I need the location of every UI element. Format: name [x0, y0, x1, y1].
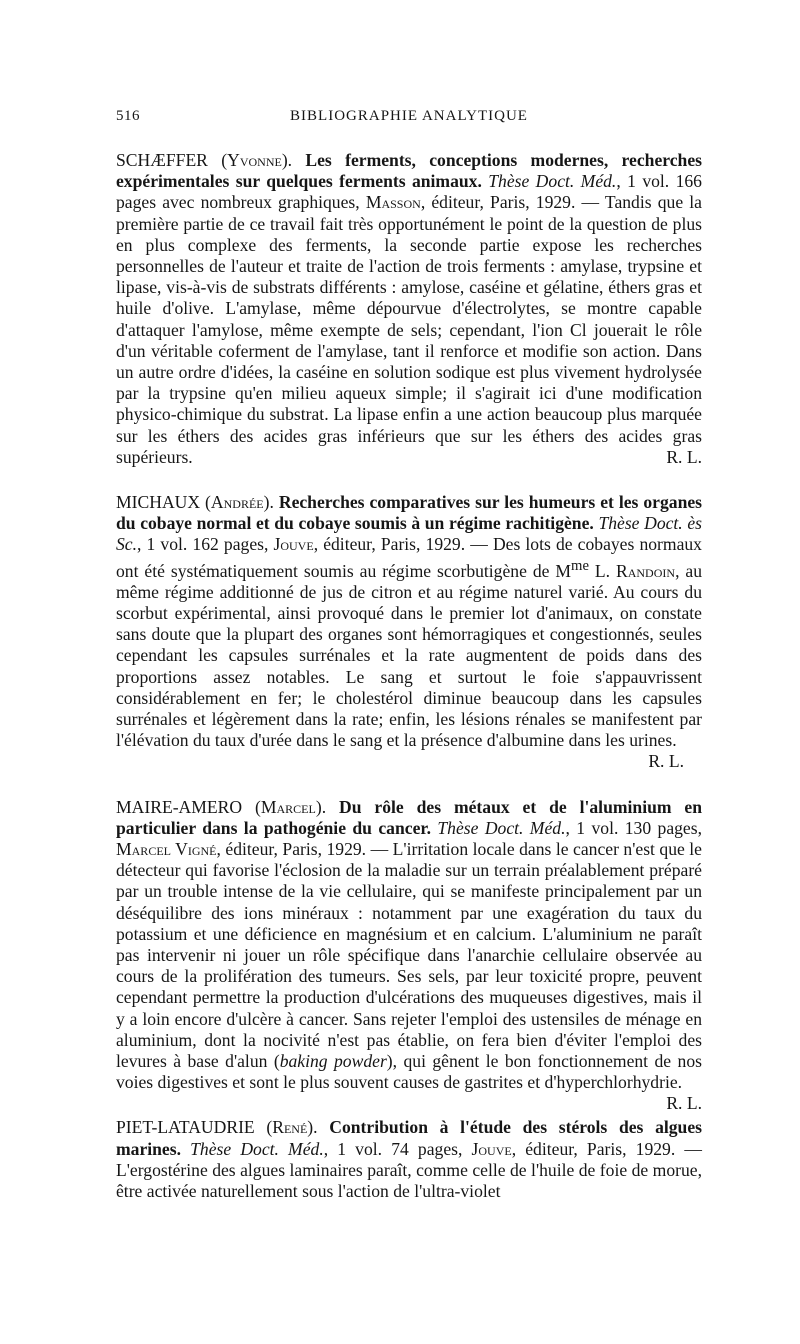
entry-publication-end: , éditeur, Paris, 1929. — [511, 1138, 702, 1159]
entry-schaeffer: SCHÆFFER (Yvonne). Les ferments, conceptions modernes, recherches expérimentales sur quelques ferments animaux. Thèse Doct. Méd., 1 vol. 166 pages avec nombreux graphiques, Masson, éditeur, Paris, 1929. — Tandis que la première partie de ce travail fait très opportunément le point de la question de plus en plus complexe des ferments, la seconde partie expose les recherches personnelles de l'auteur et traite de l'action de trois ferments : amylase, trypsine et lipase, vis-à-vis de substrats différents : amylose, caséine et gélatine, éthers gras et huile d'olive. L'amylase, même dépourvue d'électrolytes, se montre capable d'attaquer l'amylose, même exempte de sels; cependant, l'ion Cl jouerait le rôle d'un véritable coferment de l'amylase, tant il renforce et modifie son action. Dans un autre ordre d'idées, la caséine en solution sodique est plus vivement hydrolysée par la trypsine qu'en milieu aqueux simple; il s'agirait ici d'une modification physico-chimique du substrat. La lipase enfin a une action beaucoup plus marquée sur les éthers des acides gras inférieurs que sur les éthers des acides gras supérieurs. R. L. [116, 150, 702, 467]
entry-title: Du rôle des métaux et de l'aluminium en particulier dans la pathogénie du cancer. [116, 796, 703, 838]
entry-reference: Thèse Doct. Méd. [437, 817, 566, 838]
page-number: 516 [116, 108, 140, 124]
entry-first-name: Yvonne [227, 150, 282, 170]
entry-title: Les ferments, conceptions modernes, recherches expérimentales sur quelques ferments animaux. [116, 150, 702, 192]
entry-publication-end: , éditeur, Paris, 1929. — [216, 838, 389, 859]
entry-publication: , 1 vol. 130 pages, [565, 817, 702, 838]
entry-body: Des lots de cobayes normaux ont été systématiquement soumis au régime scorbutigène de M [116, 534, 702, 581]
entry-initials: R. L. [666, 1093, 702, 1114]
entry-first-name: Marcel [260, 796, 316, 817]
entry-body: L'irritation locale dans le cancer n'est que le détecteur qui favorise l'éclosion de la maladie sur un terrain préalablement préparé par un trouble intense de la vie cellulaire, qui se manifeste principalement par un déséquilibre des ions minéraux : notamment par une exagération du taux du potassium et une déficience en magnésium et en calcium. L'aluminium ne paraît pas intervenir ni jouer un rôle spécifique dans l'anarchie cellulaire observée au cours de la prolifération des tumeurs. Ses sels, par leur toxicité propre, peuvent cependant permettre la production d'ulcérations des muqueuses digestives, mais il y a loin encore d'ulcère à cancer. Sans rejeter l'emploi des ustensiles de ménage en aluminium, dont la nocivité n'est pas établie, on fera bien d'éviter l'emploi des levures à base d'alun ( [116, 838, 702, 1071]
entry-publisher: Jouve [273, 534, 314, 555]
entry-author: MICHAUX [116, 492, 201, 513]
page-header [116, 108, 702, 132]
entry-publisher: Masson [365, 192, 421, 213]
entry-body-name: L. Randoin [594, 560, 676, 581]
entry-initials: R. L. [648, 751, 684, 772]
entry-publication-end: , éditeur, Paris, 1929. — [313, 534, 488, 555]
entry-author: PIET-LATAUDRIE [116, 1117, 255, 1138]
entry-initials: R. L. [666, 446, 702, 467]
entry-body-continued: , au même régime additionné de jus de citron et au régime naturel varié. Au cours du scorbut expérimental, ainsi provoqué dans le premier lot d'animaux, on constate sans doute que la plupart des organes sont hémorragiques et congestionnés, seules cependant les capsules surrénales et la rate augmentent de poids dans des proportions assez notables. Le sang et surtout le foie s'appauvrissent considérablement en fer; le cholestérol diminue beaucoup dans les capsules surrénales et légèrement dans la rate; enfin, les lésions rénales se manifestent par l'élévation du taux d'urée dans le sang et la présence d'albumine dans les urines. [116, 560, 703, 751]
entry-publisher: Marcel Vigné [116, 838, 217, 859]
entry-publication: , 1 vol. 162 pages, [137, 534, 269, 555]
entry-publication: , 1 vol. 166 pages avec nombreux graphiques, [116, 171, 702, 213]
entry-reference: Thèse Doct. Méd. [488, 171, 617, 192]
entry-body: Tandis que la première partie de ce travail fait très opportunément le point de la question de plus en plus complexe des ferments, la seconde partie expose les recherches personnelles de l'auteur et traite de l'action de trois ferments : amylase, trypsine et lipase, vis-à-vis de substrats différents : amylose, caséine et gélatine, éthers gras et huile d'olive. L'amylase, même dépourvue d'électrolytes, se montre capable d'attaquer l'amylose, même exempte de sels; cependant, l'ion Cl jouerait le rôle d'un véritable coferment de l'amylase, tant il renforce et modifie son action. Dans un autre ordre d'idées, la caséine en solution sodique est plus vivement hydrolysée par la trypsine qu'en milieu aqueux simple; il s'agirait ici d'une modification physico-chimique du substrat. La lipase enfin a une action beaucoup plus marquée sur les éthers des acides gras inférieurs que sur les éthers des acides gras supérieurs. [116, 192, 702, 467]
entry-publication-end: , éditeur, Paris, 1929. — [420, 192, 600, 213]
entry-first-name: René [272, 1117, 308, 1138]
entry-body-continued: ), qui gênent le bon fonctionnement de nos voies digestives et sont le plus souvent causes de gastrites et d'hyperchlorhydrie. [116, 1050, 702, 1093]
entry-publisher: Jouve [471, 1138, 512, 1159]
entry-body-italic: baking powder [279, 1050, 387, 1071]
entry-publication: , 1 vol. 74 pages, [323, 1138, 463, 1159]
entry-reference: Thèse Doct. Méd. [190, 1138, 324, 1159]
entry-title: Contribution à l'étude des stérols des algues marines. [116, 1117, 703, 1159]
running-title: BIBLIOGRAPHIE ANALYTIQUE [290, 108, 528, 124]
entry-first-name: Andrée [210, 492, 264, 513]
entry-author: MAIRE-AMERO [116, 796, 243, 817]
entry-body-superscript: me [571, 557, 589, 574]
entry-maire-amero: MAIRE-AMERO (Marcel). Du rôle des métaux et de l'aluminium en particulier dans la pathogénie du cancer. Thèse Doct. Méd., 1 vol. 130 pages, Marcel Vigné, éditeur, Paris, 1929. — L'irritation locale dans le cancer n'est que le détecteur qui favorise l'éclosion de la maladie sur un terrain préalablement préparé par un trouble intense de la vie cellulaire, qui se manifeste principalement par un déséquilibre des ions minéraux : notamment par une exagération du taux du potassium et une déficience en magnésium et en calcium. L'aluminium ne paraît pas intervenir ni jouer un rôle spécifique dans l'anarchie cellulaire observée au cours de la prolifération des tumeurs. Ses sels, par leur toxicité propre, peuvent cependant permettre la production d'ulcérations des muqueuses digestives, mais il y a loin encore d'ulcère à cancer. Sans rejeter l'emploi des ustensiles de ménage en aluminium, dont la nocivité n'est pas établie, on fera bien d'éviter l'emploi des levures à base d'alun (baking powder), qui gênent le bon fonctionnement de nos voies digestives et sont le plus souvent causes de gastrites et d'hyperchlorhydrie. R. L. [116, 796, 703, 1114]
entry-piet-lataudrie: PIET-LATAUDRIE (René). Contribution à l'étude des stérols des algues marines. Thèse Doct. Méd., 1 vol. 74 pages, Jouve, éditeur, Paris, 1929. — L'ergostérine des algues laminaires paraît, comme celle de l'huile de foie de morue, être activée naturellement sous l'action de l'ultra-violet [116, 1117, 703, 1201]
entry-title: Recherches comparatives sur les humeurs et les organes du cobaye normal et du cobaye soumis à un régime rachitigène. [116, 492, 703, 534]
bibliography-entries [116, 150, 702, 1226]
entry-reference: Thèse Doct. ès Sc. [116, 513, 702, 555]
entry-body: L'ergostérine des algues laminaires paraît, comme celle de l'huile de foie de morue, être activée naturellement sous l'action de l'ultra-violet [116, 1159, 702, 1201]
entry-author: SCHÆFFER [116, 150, 208, 170]
entry-michaux: MICHAUX (Andrée). Recherches comparatives sur les humeurs et les organes du cobaye normal et du cobaye soumis à un régime rachitigène. Thèse Doct. ès Sc., 1 vol. 162 pages, Jouve, éditeur, Paris, 1929. — Des lots de cobayes normaux ont été systématiquement soumis au régime scorbutigène de $M^{me}$ L. Randoin, au même régime additionné de jus de citron et au régime naturel varié. Au cours du scorbut expérimental, ainsi provoqué dans le premier lot d'animaux, on constate sans doute que la plupart des organes sont hémorragiques et congestionnés, seules cependant les capsules surrénales et la rate augmentent de poids dans des proportions assez notables. Le sang et surtout le foie s'appauvrissent considérablement en fer; le cholestérol diminue beaucoup dans les capsules surrénales et légèrement dans la rate; enfin, les lésions rénales se manifestent par l'élévation du taux d'urée dans le sang et la présence d'albumine dans les urines. R. L. [116, 492, 703, 772]
